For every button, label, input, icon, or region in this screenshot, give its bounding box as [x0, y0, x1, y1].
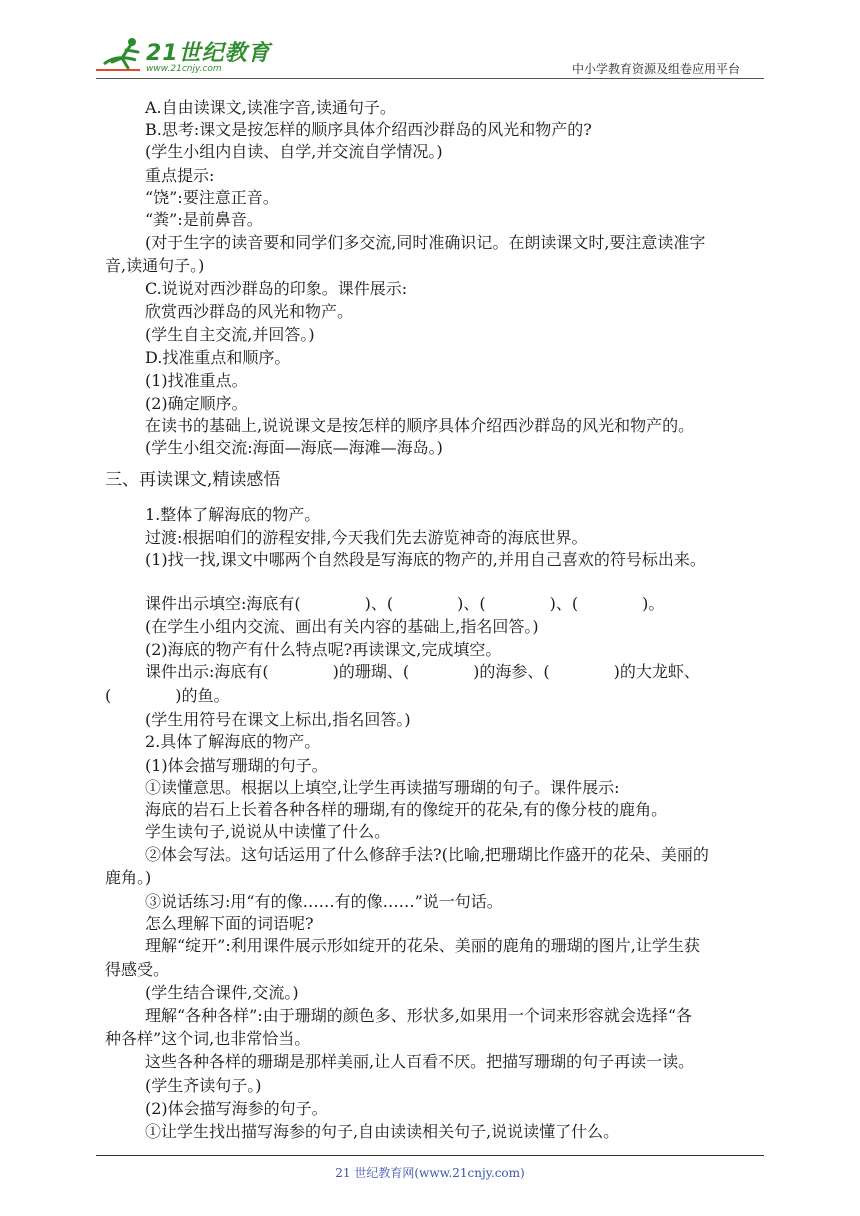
header-divider	[96, 78, 764, 79]
text-line: 海底的岩石上长着各种各样的珊瑚,有的像绽开的花朵,有的像分枝的鹿角。	[145, 800, 668, 819]
text-line: (2)海底的物产有什么特点呢?再读课文,完成填空。	[145, 640, 502, 659]
text-line: 种各样”这个词,也非常恰当。	[105, 1029, 311, 1048]
page-header	[0, 0, 860, 80]
text-line: (学生小组交流:海面—海底—海滩—海岛。)	[145, 438, 443, 457]
text-line: ①读懂意思。根据以上填空,让学生再读描写珊瑚的句子。课件展示:	[145, 778, 620, 797]
logo-text: 21世纪教育	[146, 41, 271, 66]
text-line: A.自由读课文,读准字音,读通句子。	[145, 98, 396, 117]
text-line: 课件出示:海底有( )的珊瑚、( )的海参、( )的大龙虾、	[145, 662, 700, 681]
text-line: 得感受。	[105, 960, 170, 979]
text-line: 课件出示填空:海底有( )、( )、( )、( )。	[145, 594, 665, 613]
text-line: (2)体会描写海参的句子。	[145, 1099, 328, 1118]
text-line: 重点提示:	[145, 166, 215, 185]
text-line: “饶”:要注意正音。	[145, 188, 279, 207]
text-line: 欣赏西沙群岛的风光和物产。	[145, 302, 354, 321]
section-heading: 三、再读课文,精读感悟	[105, 470, 281, 490]
text-line: (在学生小组内交流、画出有关内容的基础上,指名回答。)	[145, 617, 539, 636]
text-line: 2.具体了解海底的物产。	[145, 732, 321, 751]
text-line: (1)找准重点。	[145, 371, 248, 390]
text-line: ①让学生找出描写海参的句子,自由读读相关句子,说说读懂了什么。	[145, 1122, 620, 1141]
text-line: 怎么理解下面的词语呢?	[145, 914, 314, 933]
text-line: (1)体会描写珊瑚的句子。	[145, 756, 328, 775]
text-line: “粪”:是前鼻音。	[145, 210, 263, 229]
logo-url: www.21cnjy.com	[146, 64, 222, 74]
text-line: (学生小组内自读、自学,并交流自学情况。)	[145, 142, 443, 161]
text-line: 学生读句子,说说从中读懂了什么。	[145, 822, 391, 841]
text-line: B.思考:课文是按怎样的顺序具体介绍西沙群岛的风光和物产的?	[145, 120, 592, 139]
text-line: 1.整体了解海底的物产。	[145, 505, 321, 524]
text-line: (学生结合课件,交流。)	[145, 983, 299, 1002]
text-line: 这些各种各样的珊瑚是那样美丽,让人百看不厌。把描写珊瑚的句子再读一读。	[145, 1052, 695, 1071]
text-line: C.说说对西沙群岛的印象。课件展示:	[145, 279, 408, 298]
text-line: 过渡:根据咱们的游程安排,今天我们先去游览神奇的海底世界。	[145, 528, 588, 547]
text-line: (学生用符号在课文上标出,指名回答。)	[145, 710, 411, 729]
text-line: (2)确定顺序。	[145, 394, 248, 413]
text-line: 鹿角。)	[105, 868, 152, 887]
text-line: 在读书的基础上,说说课文是按怎样的顺序具体介绍西沙群岛的风光和物产的。	[145, 416, 695, 435]
footer-text: 21 世纪教育网(www.21cnjy.com)	[335, 1166, 525, 1180]
text-line: 理解“绽开”:利用课件展示形如绽开的花朵、美丽的鹿角的珊瑚的图片,让学生获	[145, 936, 700, 955]
text-line: ③说话练习:用“有的像……有的像……”说一句话。	[145, 892, 503, 911]
text-line: ②体会写法。这句话运用了什么修辞手法?(比喻,把珊瑚比作盛开的花朵、美丽的	[145, 845, 709, 864]
text-line: D.找准重点和顺序。	[145, 348, 291, 367]
text-line: (对于生字的读音要和同学们多交流,同时准确识记。在朗读课文时,要注意读准字	[145, 233, 706, 252]
text-line: 音,读通句子。)	[105, 256, 205, 275]
text-line: 理解“各种各样”:由于珊瑚的颜色多、形状多,如果用一个词来形容就会选择“各	[145, 1006, 693, 1025]
platform-name: 中小学教育资源及组卷应用平台	[572, 62, 741, 76]
text-line: ( )的鱼。	[105, 686, 230, 705]
footer-divider	[96, 1155, 764, 1156]
text-line: (1)找一找,课文中哪两个自然段是写海底的物产的,并用自己喜欢的符号标出来。	[145, 550, 706, 569]
text-line: (学生齐读句子。)	[145, 1076, 262, 1095]
text-line: (学生自主交流,并回答。)	[145, 325, 315, 344]
